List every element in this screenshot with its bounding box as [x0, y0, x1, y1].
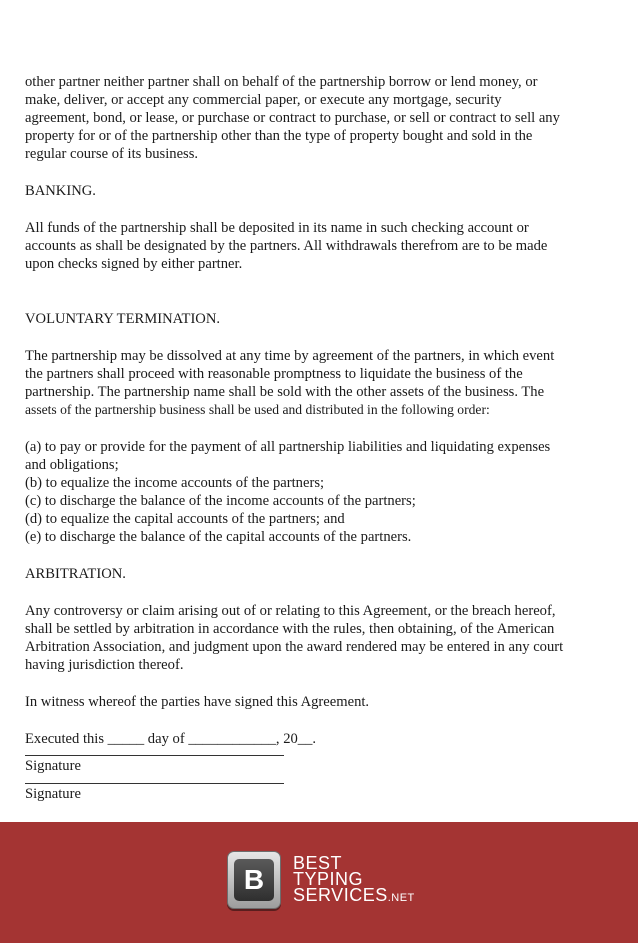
termination-line: The partnership may be dissolved at any time by agreement of the partners, in which event	[25, 348, 555, 364]
termination-line: assets of the partnership business shall be used and distributed in the following order:	[25, 402, 490, 417]
list-item: (a) to pay or provide for the payment of all partnership liabilities and liquidating expenses	[25, 439, 551, 455]
list-item: and obligations;	[25, 457, 119, 473]
document-page	[25, 73, 615, 803]
termination-line: partnership. The partnership name shall be sold with the other assets of the business. The	[25, 384, 545, 400]
list-item: (c) to discharge the balance of the income accounts of the partners;	[25, 493, 416, 509]
termination-line: the partners shall proceed with reasonable promptness to liquidate the business of the	[25, 366, 523, 382]
distribution-list	[25, 438, 615, 546]
banking-paragraph	[25, 219, 615, 273]
list-item: (b) to equalize the income accounts of the partners;	[25, 475, 325, 491]
witness-statement: In witness whereof the parties have signed this Agreement.	[25, 694, 370, 710]
signature-line-1	[25, 755, 284, 756]
brand-line: TYPING	[293, 868, 364, 889]
brand-name	[293, 852, 415, 906]
signature-label-2: Signature	[25, 786, 81, 802]
arbitration-paragraph	[25, 602, 615, 674]
arbitration-line: shall be settled by arbitration in accordance with the rules, then obtaining, of the American	[25, 621, 555, 637]
signature-line-2	[25, 783, 284, 784]
banking-line: All funds of the partnership shall be deposited in its name in such checking account or	[25, 220, 529, 236]
arbitration-line: having jurisdiction thereof.	[25, 657, 184, 673]
signature-label-1: Signature	[25, 758, 81, 774]
intro-line: make, deliver, or accept any commercial paper, or execute any mortgage, security	[25, 92, 502, 108]
brand-word: SERVICES	[293, 884, 388, 905]
banking-heading: BANKING.	[25, 183, 96, 199]
executed-line: Executed this _____ day of ____________, 20__.	[25, 731, 317, 747]
arbitration-heading: ARBITRATION.	[25, 566, 126, 582]
arbitration-line: Arbitration Association, and judgment upon the award rendered may be entered in any court	[25, 639, 564, 655]
list-item: (e) to discharge the balance of the capital accounts of the partners.	[25, 529, 412, 545]
arbitration-line: Any controversy or claim arising out of or relating to this Agreement, or the breach hereof,	[25, 603, 556, 619]
voluntary-termination-paragraph	[25, 347, 615, 419]
banking-line: upon checks signed by either partner.	[25, 256, 243, 272]
brand-line: BEST	[293, 852, 343, 873]
logo-letter: B	[234, 859, 274, 901]
intro-line: property for or of the partnership other than the type of property bought and sold in the	[25, 128, 533, 144]
keyboard-key-icon	[227, 851, 281, 909]
list-item: (d) to equalize the capital accounts of the partners; and	[25, 511, 345, 527]
brand-logo[interactable]	[227, 851, 415, 909]
intro-line: regular course of its business.	[25, 146, 199, 162]
brand-tld: .NET	[387, 891, 415, 904]
brand-line	[293, 884, 415, 906]
intro-line: other partner neither partner shall on behalf of the partnership borrow or lend money, or	[25, 74, 538, 90]
voluntary-termination-heading: VOLUNTARY TERMINATION.	[25, 311, 221, 327]
banking-line: accounts as shall be designated by the partners. All withdrawals therefrom are to be made	[25, 238, 548, 254]
intro-paragraph	[25, 73, 615, 163]
intro-line: agreement, bond, or lease, or purchase or contract to purchase, or sell or contract to sell any	[25, 110, 560, 126]
